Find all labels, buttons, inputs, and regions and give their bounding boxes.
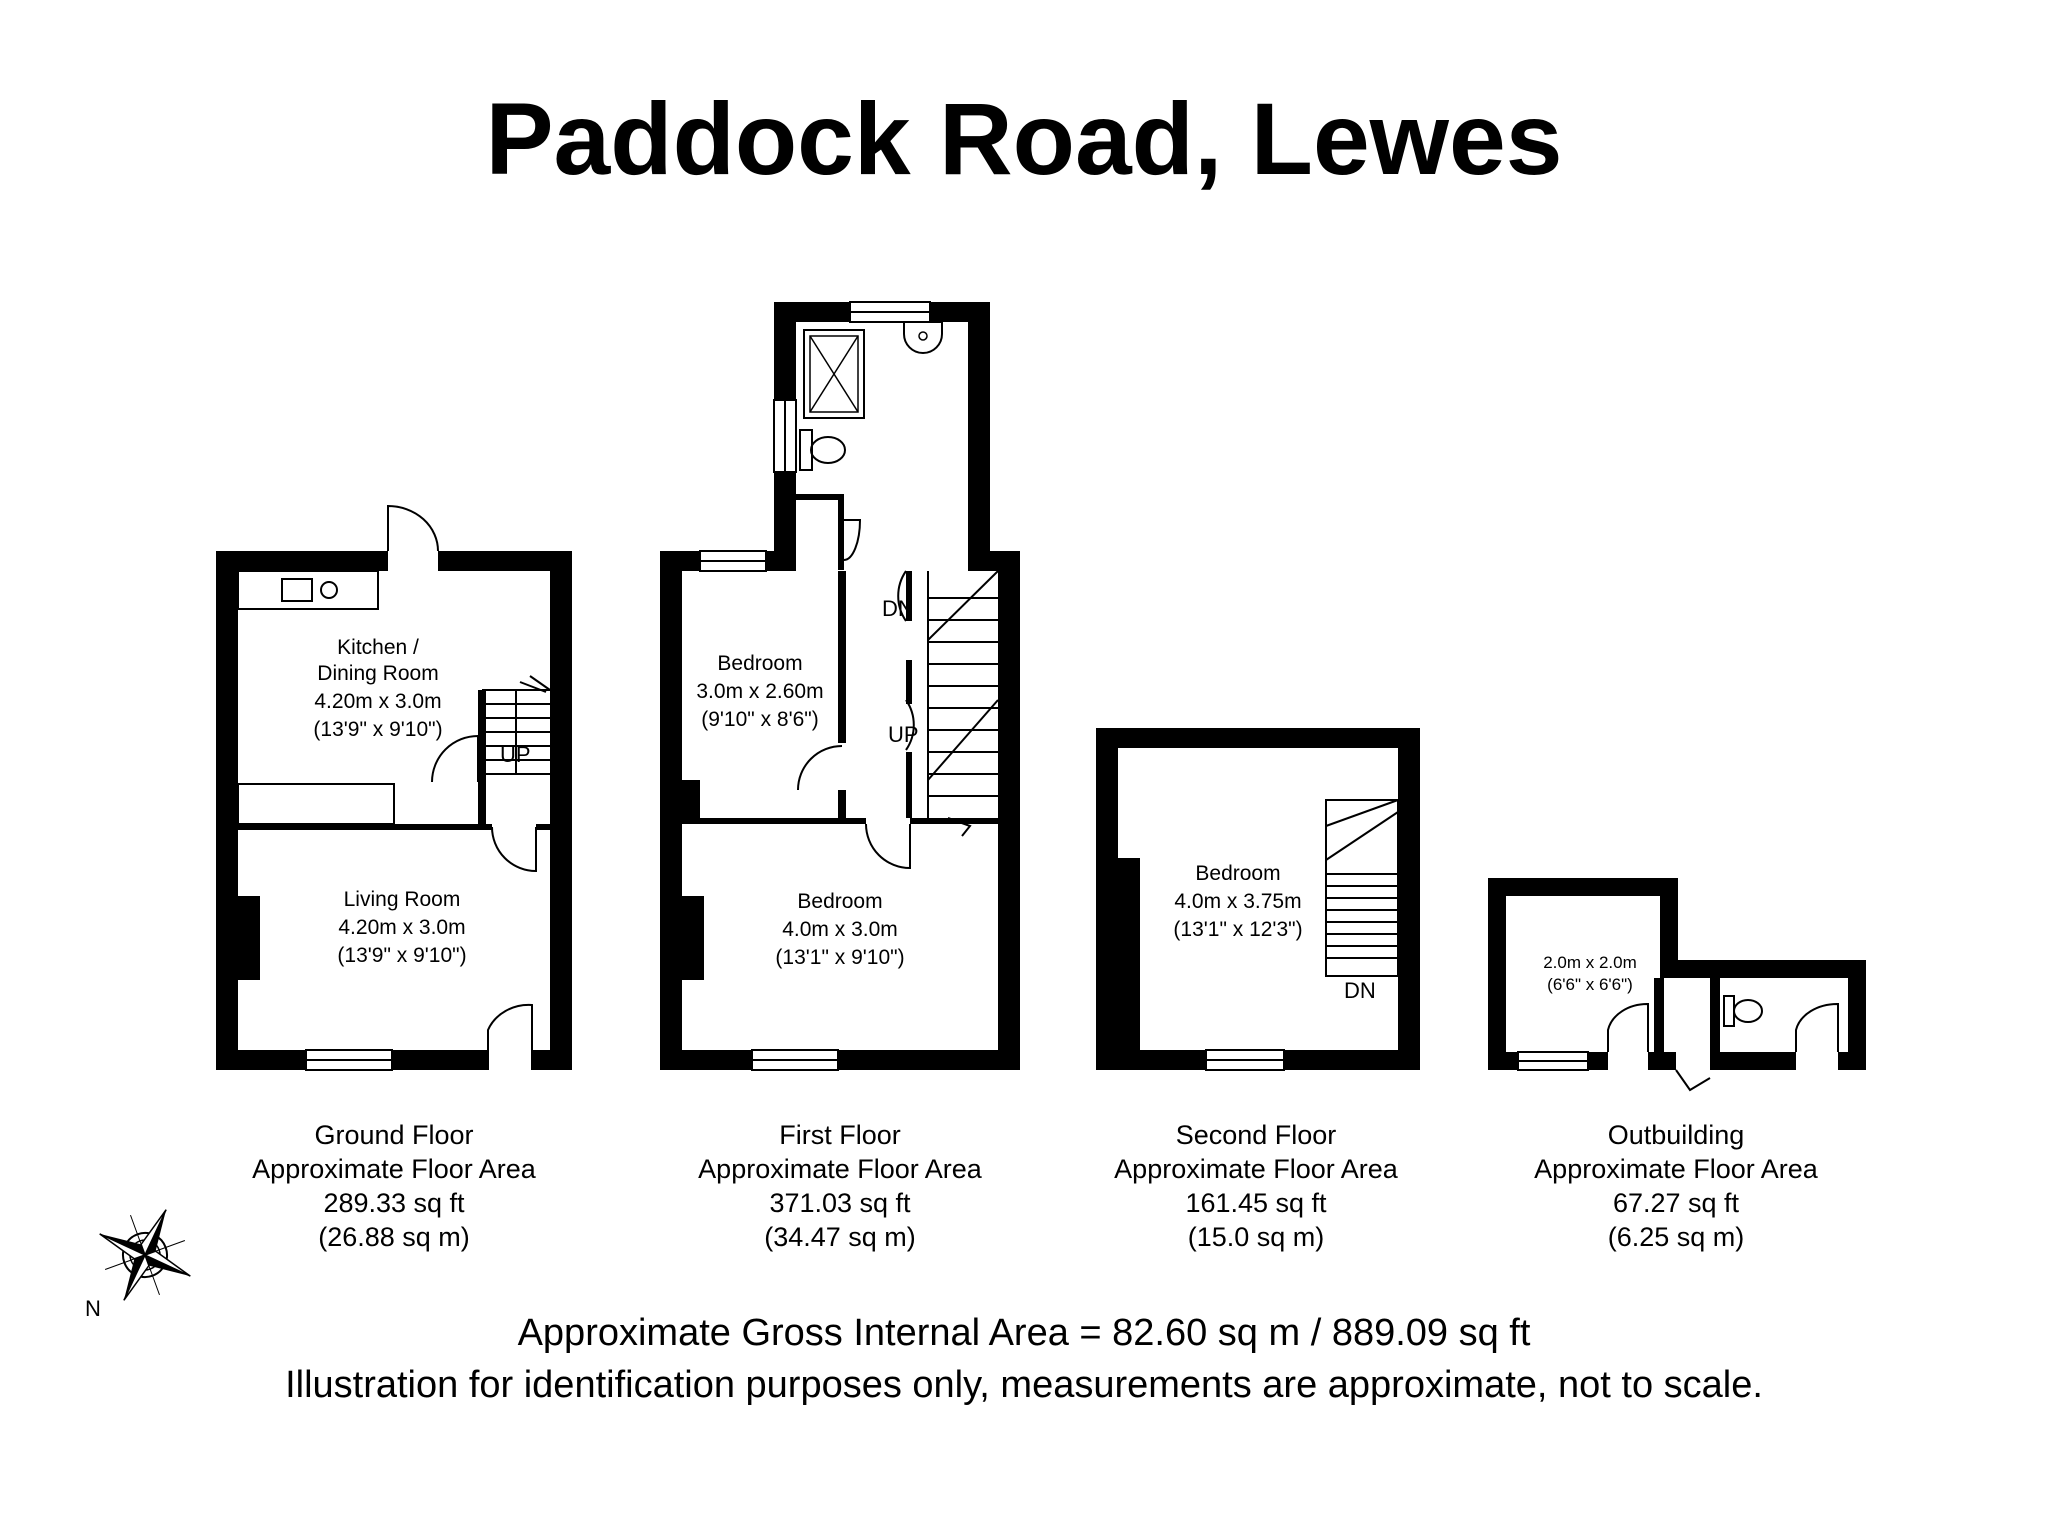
room-name: Bedroom xyxy=(797,890,883,913)
basin-icon xyxy=(904,322,942,353)
stairs-up-label: UP xyxy=(888,722,919,747)
room-dimensions-imperial: (13'9" x 9'10") xyxy=(337,944,467,967)
floor-area-sqm: (6.25 sq m) xyxy=(1607,1222,1745,1252)
floor-area-outbuilding xyxy=(1476,1118,1876,1254)
stairs-down-label: DN xyxy=(882,596,914,621)
gross-area-text: Approximate Gross Internal Area = 82.60 sq m / 889.09 sq ft xyxy=(517,1312,1531,1354)
wall-right xyxy=(550,551,572,1070)
stairs-first xyxy=(928,571,998,836)
floor-area-sqm: (34.47 sq m) xyxy=(764,1222,916,1252)
floor-area-ground xyxy=(194,1118,594,1254)
room-dimensions: 4.0m x 3.0m xyxy=(782,918,898,941)
outbuilding-plan xyxy=(1488,878,1866,1090)
room-dimensions-imperial: (13'1" x 12'3") xyxy=(1173,918,1303,941)
back-door-swing xyxy=(388,506,438,551)
room-dimensions: 3.0m x 2.60m xyxy=(696,680,824,703)
room-name: Dining Room xyxy=(317,662,439,685)
toilet-icon xyxy=(1724,996,1734,1026)
room-dimensions: 4.0m x 3.75m xyxy=(1174,890,1302,913)
floor-area-sqm: (26.88 sq m) xyxy=(318,1222,470,1252)
room-name: Living Room xyxy=(343,888,461,911)
floor-area-sqft: 67.27 sq ft xyxy=(1612,1188,1740,1218)
floor-area-first xyxy=(640,1118,1040,1254)
floor-area-second xyxy=(1056,1118,1456,1254)
room-name: Kitchen / xyxy=(337,636,419,659)
floor-area-label: Approximate Floor Area xyxy=(698,1154,982,1184)
floor-name: Ground Floor xyxy=(314,1120,474,1150)
floor-name: First Floor xyxy=(779,1120,901,1150)
wall-left xyxy=(216,551,238,1070)
floor-area-label: Approximate Floor Area xyxy=(252,1154,536,1184)
room-dimensions: 4.20m x 3.0m xyxy=(314,690,442,713)
floor-area-label: Approximate Floor Area xyxy=(1114,1154,1398,1184)
room-dimensions-imperial: (6'6" x 6'6") xyxy=(1547,975,1633,994)
compass-icon xyxy=(90,1200,200,1310)
room-dimensions-imperial: (13'9" x 9'10") xyxy=(313,718,443,741)
room-name: Bedroom xyxy=(717,652,803,675)
page-title: Paddock Road, Lewes xyxy=(485,82,1563,196)
floor-area-sqft: 161.45 sq ft xyxy=(1185,1188,1327,1218)
floor-name: Second Floor xyxy=(1175,1120,1337,1150)
north-label: N xyxy=(85,1296,101,1321)
room-dimensions: 4.20m x 3.0m xyxy=(338,916,466,939)
sink-icon xyxy=(282,579,312,601)
floor-area-sqm: (15.0 sq m) xyxy=(1187,1222,1325,1252)
stairs-down-label: DN xyxy=(1344,978,1376,1003)
stairs-up-label: UP xyxy=(500,742,531,767)
floor-area-sqft: 371.03 sq ft xyxy=(769,1188,911,1218)
room-dimensions: 2.0m x 2.0m xyxy=(1543,953,1637,972)
disclaimer-text: Illustration for identification purposes only, measurements are approximate, not to scale. xyxy=(285,1364,1763,1406)
floor-area-sqft: 289.33 sq ft xyxy=(323,1188,465,1218)
room-dimensions-imperial: (13'1" x 9'10") xyxy=(775,946,905,969)
room-name: Bedroom xyxy=(1195,862,1281,885)
kitchen-unit xyxy=(238,571,378,609)
floor-name: Outbuilding xyxy=(1607,1120,1745,1150)
ground-floor-plan xyxy=(216,506,572,1072)
stairs-second xyxy=(1326,800,1398,976)
room-dimensions-imperial: (9'10" x 8'6") xyxy=(701,708,819,731)
floor-area-label: Approximate Floor Area xyxy=(1534,1154,1818,1184)
